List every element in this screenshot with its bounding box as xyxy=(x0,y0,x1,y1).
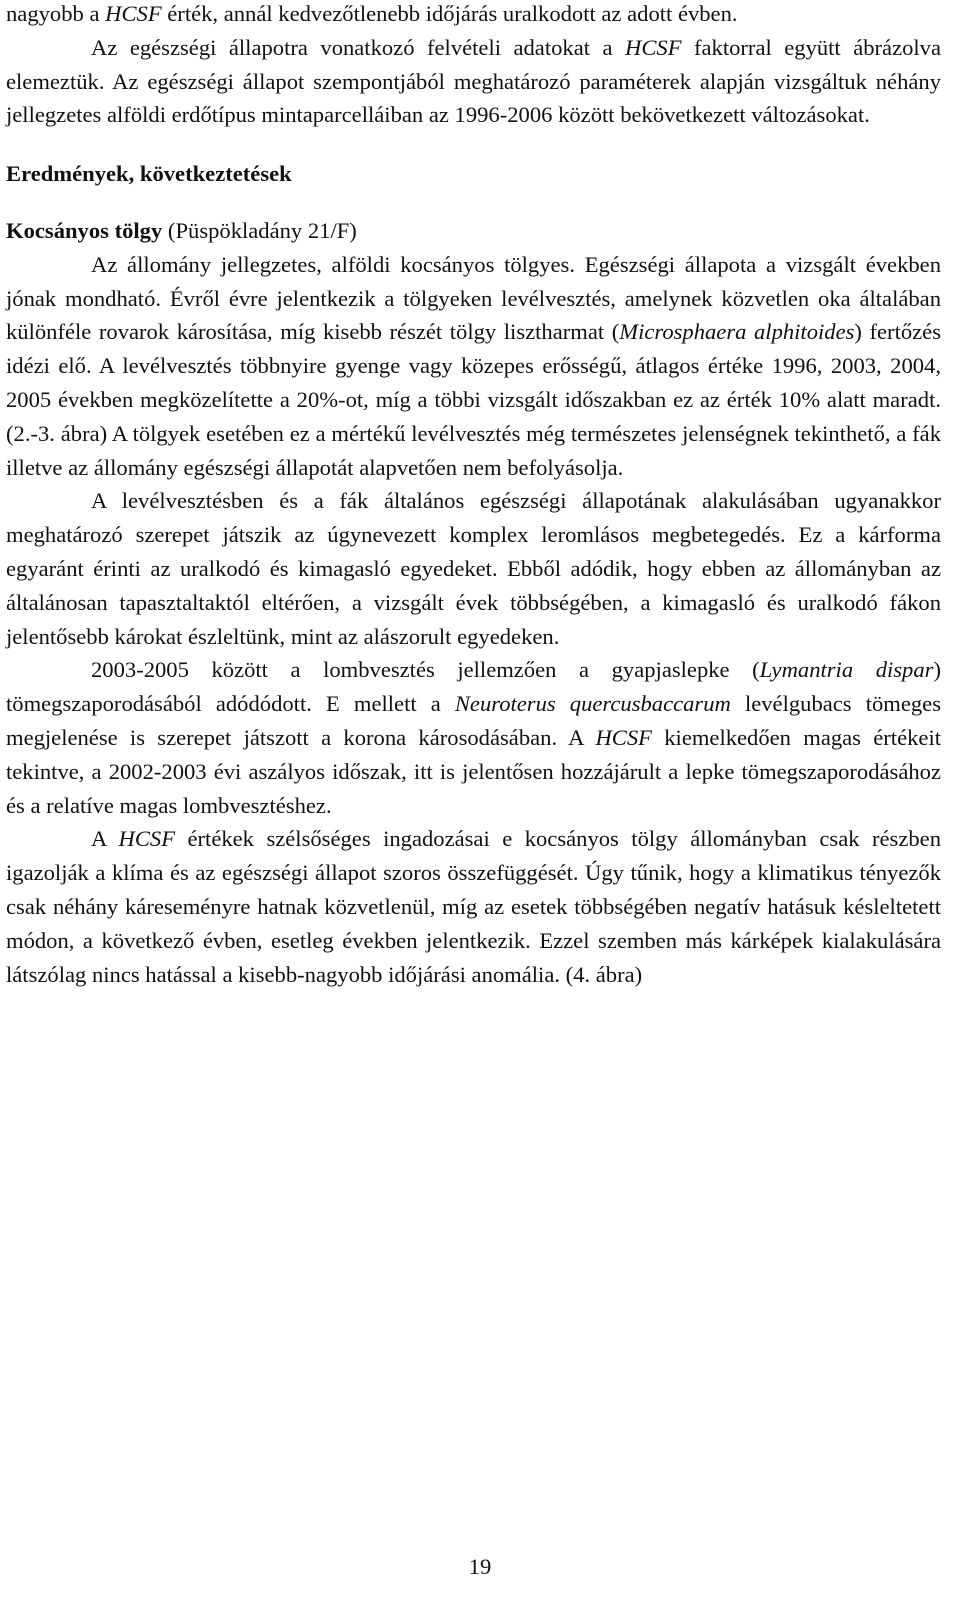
subsection-location: (Püspökladány 21/F) xyxy=(162,217,357,243)
document-page xyxy=(6,0,941,991)
subsection-heading xyxy=(6,214,941,248)
text-run: ) fertőzés idézi elő. A levélvesztés többnyire gyenge vagy közepes erősségű, átlagos értéke 1996, 2003, 2004, 2005 években megközelítette a 20%-ot, míg a többi vizsgált időszakban ez az érték 10% alatt maradt. (2.-3. ábra) A tölgyek esetében ez a mértékű levélvesztés még természetes jelenségnek tekinthető, a fák illetve az állomány egészségi állapotát alapvetően nem befolyásolja. xyxy=(6,319,941,480)
italic-term: Lymantria dispar xyxy=(759,657,934,683)
text-run: kiemelkedően magas értékeit tekintve, a 2002-2003 évi aszályos időszak, itt is jelentősen hozzájárult a lepke tömegszaporodásához és a relatíve magas lombvesztéshez. xyxy=(6,724,941,818)
body-paragraph-2 xyxy=(6,484,941,653)
text-run: érték, annál kedvezőtlenebb időjárás uralkodott az adott évben. xyxy=(161,1,738,26)
text-run: értékek szélsőséges ingadozásai e kocsányos tölgy állományban csak részben igazolják a klíma és az egészségi állapot szoros összefüggését. Úgy tűnik, hogy a klimatikus tényezők csak néhány káreseményre hatnak közvetlenül, míg az esetek többségében negatív hatásuk késleltetett módon, a következő évben, esetleg években jelentkezik. Ezzel szemben más kárképek kialakulására látszólag nincs hatással a kisebb-nagyobb időjárási anomália. (4. ábra) xyxy=(6,826,941,987)
text-run: 2003-2005 között a lombvesztés jellemzően a gyapjaslepke ( xyxy=(91,657,760,683)
italic-term: HCSF xyxy=(625,34,682,60)
text-run: A levélvesztésben és a fák általános egészségi állapotának alakulásában ugyanakkor meghatározó szerepet játszik az úgynevezett komplex leromlásos megbetegedés. Ez a kárforma egyaránt érinti az uralkodó és kimagasló egyedeket. Ebből adódik, hogy ebben az állományban az általánosan tapasztaltaktól eltérően, a vizsgált évek többségében, a kimagasló és uralkodó fákon jelentősebb károkat észleltünk, mint az alászorult egyedeken. xyxy=(6,488,941,649)
intro-paragraph-hcsf xyxy=(6,31,941,132)
italic-term: HCSF xyxy=(118,826,176,852)
italic-term: HCSF xyxy=(105,1,162,26)
body-paragraph-4 xyxy=(6,822,941,991)
text-run: A xyxy=(91,826,119,852)
text-run: nagyobb a xyxy=(6,1,106,26)
italic-term: HCSF xyxy=(595,724,652,750)
italic-term: Microsphaera alphitoides xyxy=(619,319,855,345)
text-run: levélgubacs tömeges megjelenése is szerepet játszott a korona károsodásában. A xyxy=(6,691,941,750)
intro-paragraph-continued xyxy=(6,0,941,31)
text-run: ) tömegszaporodásából adódódott. E mellett a xyxy=(6,657,941,717)
text-run: Az állomány jellegzetes, alföldi kocsányos tölgyes. Egészségi állapota a vizsgált években jónak mondható. Évről évre jelentkezik a tölgyeken levélvesztés, amelynek közvetlen oka általában különféle rovarok károsítása, míg kisebb részét tölgy lisztharmat ( xyxy=(6,251,941,345)
section-heading: Eredmények, következtetések xyxy=(6,161,292,187)
body-paragraph-1 xyxy=(6,248,941,485)
subsection-species: Kocsányos tölgy xyxy=(6,217,163,243)
text-run: Az egészségi állapotra vonatkozó felvételi adatokat a xyxy=(91,34,626,60)
italic-term: Neuroterus quercusbaccarum xyxy=(454,691,731,717)
text-run: faktorral együtt ábrázolva elemeztük. Az egészségi állapot szempontjából meghatározó paraméterek alapján vizsgáltuk néhány jellegzetes alföldi erdőtípus mintaparcelláiban az 1996-2006 között bekövetkezett változásokat. xyxy=(6,34,941,128)
body-paragraph-3 xyxy=(6,653,941,822)
page-number: 19 xyxy=(468,1554,492,1579)
